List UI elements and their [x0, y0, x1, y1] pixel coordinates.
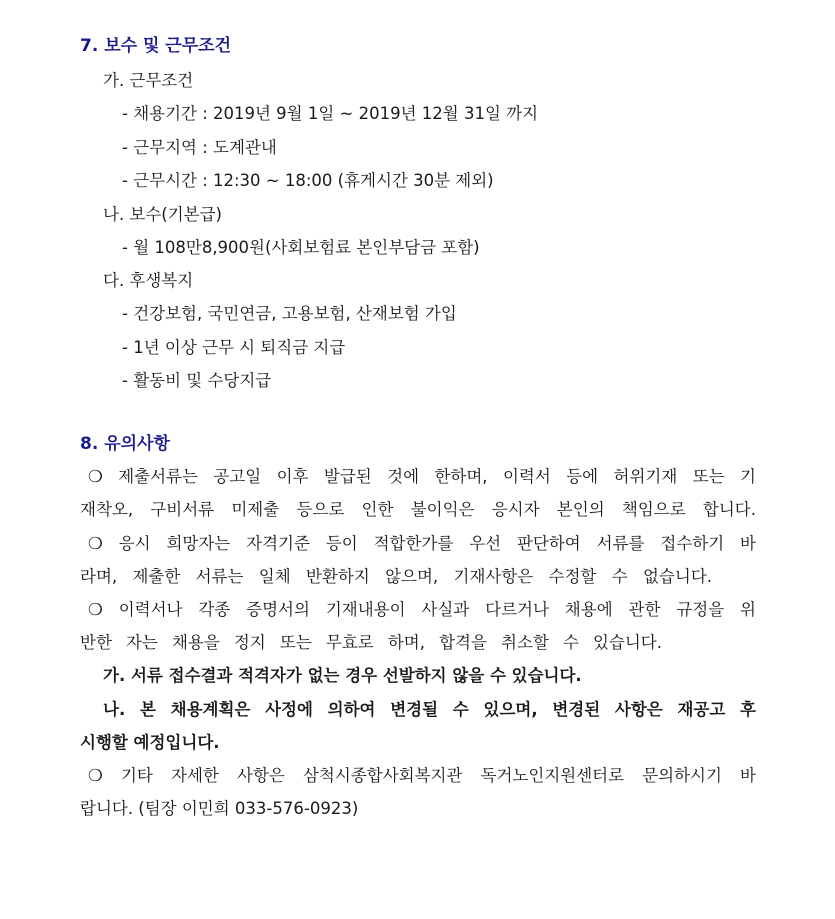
list-item-allowance: - 활동비 및 수당지급: [122, 371, 272, 390]
subsection-na-label: 나. 보수(기본급): [103, 205, 222, 224]
list-item-work-hours: - 근무시간 : 12:30 ~ 18:00 (휴게시간 30분 제외): [122, 171, 494, 190]
notice-paragraph-line: ❍ 응시 희망자는 자격기준 등이 적합한가를 우선 판단하여 서류를 접수하기 바: [88, 534, 756, 553]
list-item-salary: - 월 108만8,900원(사회보험료 본인부담금 포함): [122, 238, 480, 257]
notice-bold-line: 시행할 예정입니다.: [80, 733, 220, 752]
subsection-da-label: 다. 후생복지: [103, 271, 194, 290]
notice-paragraph-line: 반한 자는 채용을 정지 또는 무효로 하며, 합격을 취소할 수 있습니다.: [80, 633, 662, 652]
list-item-severance: - 1년 이상 근무 시 퇴직금 지급: [122, 338, 346, 357]
notice-bold-line: 나. 본 채용계획은 사정에 의하여 변경될 수 있으며, 변경된 사항은 재공고 후: [103, 700, 756, 719]
section-7-title: 7. 보수 및 근무조건: [80, 36, 231, 56]
notice-paragraph-line: ❍ 이력서나 각종 증명서의 기재내용이 사실과 다르거나 채용에 관한 규정을 위: [88, 600, 756, 619]
list-item-insurance: - 건강보험, 국민연금, 고용보험, 산재보험 가입: [122, 304, 457, 323]
notice-paragraph-line: ❍ 기타 자세한 사항은 삼척시종합사회복지관 독거노인지원센터로 문의하시기 바: [88, 766, 756, 785]
section-8-title: 8. 유의사항: [80, 434, 170, 454]
notice-paragraph-line: ❍ 제출서류는 공고일 이후 발급된 것에 한하며, 이력서 등에 허위기재 또는 기: [88, 467, 756, 486]
notice-contact-line: 랍니다. (팀장 이민희 033-576-0923): [80, 799, 359, 818]
list-item-work-location: - 근무지역 : 도계관내: [122, 138, 277, 157]
subsection-ga-label: 가. 근무조건: [103, 71, 194, 90]
notice-paragraph-line: 라며, 제출한 서류는 일체 반환하지 않으며, 기재사항은 수정할 수 없습니다.: [80, 567, 712, 586]
notice-bold-line: 가. 서류 접수결과 적격자가 없는 경우 선발하지 않을 수 있습니다.: [103, 666, 582, 685]
notice-paragraph-line: 재착오, 구비서류 미제출 등으로 인한 불이익은 응시자 본인의 책임으로 합니다.: [80, 500, 756, 519]
list-item-employment-period: - 채용기간 : 2019년 9월 1일 ~ 2019년 12월 31일 까지: [122, 104, 539, 123]
